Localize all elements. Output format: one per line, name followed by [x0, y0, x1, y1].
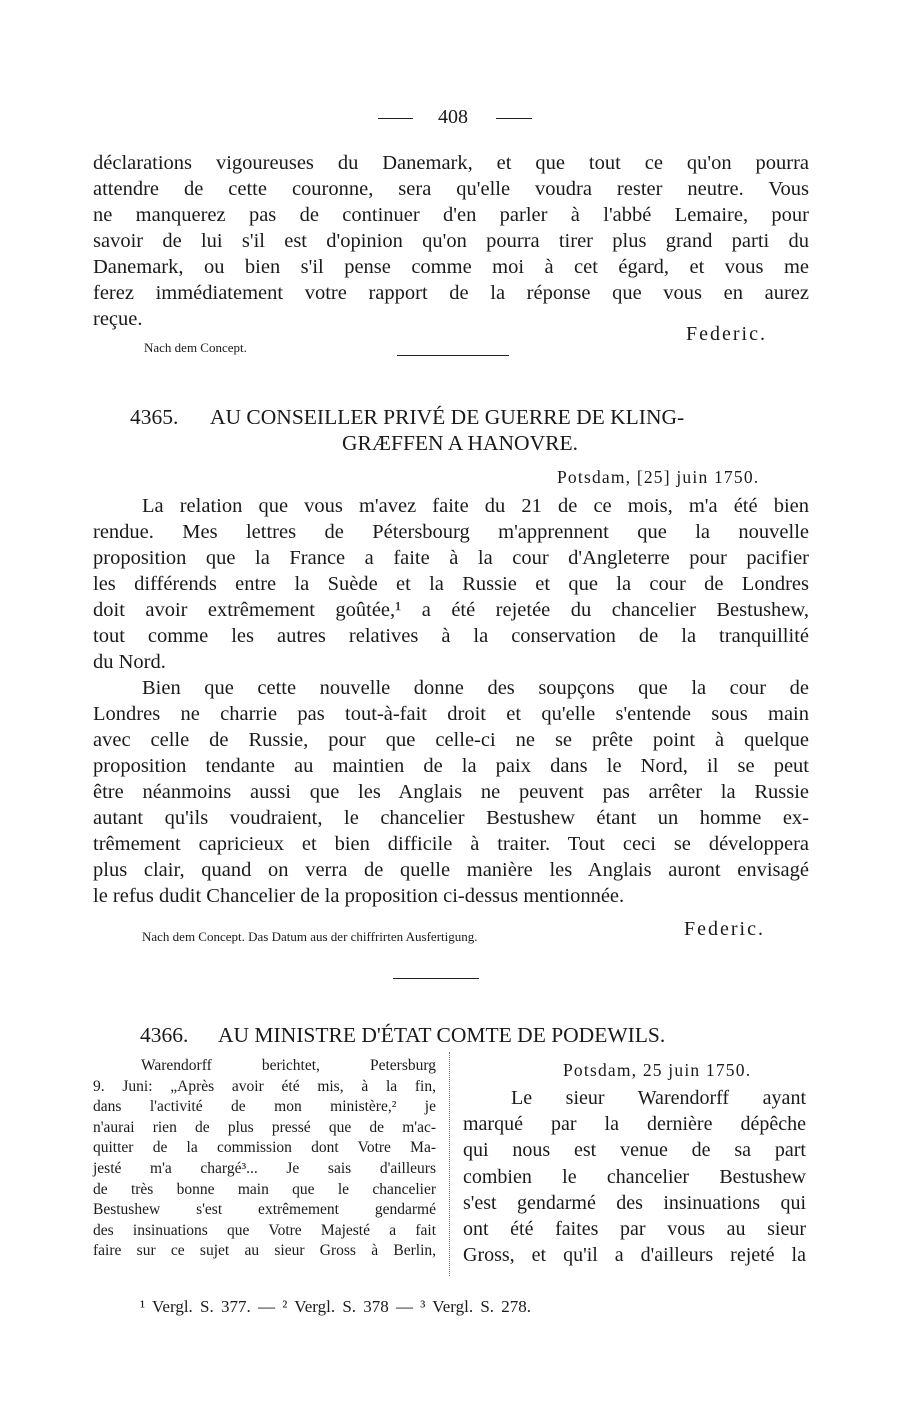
- text-line: tout comme les autres relatives à la conservation de la tranquillité: [93, 625, 809, 647]
- text-line: s'est gendarmé des insinuations qui: [463, 1191, 806, 1214]
- text-line: avec celle de Russie, pour que celle-ci ne se prête point à quelque: [93, 729, 809, 751]
- text-line: marqué par la dernière dépêche: [463, 1113, 806, 1136]
- header-rule-left: [378, 118, 413, 119]
- column-divider: [449, 1052, 450, 1276]
- letter-number: 4366.: [140, 1023, 189, 1047]
- text-line: être néanmoins aussi que les Anglais ne peuvent pas arrêter la Russie: [93, 781, 809, 803]
- summary-line: faire sur ce sujet au sieur Gross à Berlin,: [93, 1242, 436, 1260]
- text-line: proposition tendante au maintien de la paix dans le Nord, il se peut: [93, 755, 809, 777]
- text-line: Bien que cette nouvelle donne des soupçons que la cour de: [142, 677, 809, 699]
- source-note: Nach dem Concept. Das Datum aus der chiffrirten Ausfertigung.: [142, 929, 478, 944]
- text-line: savoir de lui s'il est d'opinion qu'on pourra tirer plus grand parti du: [93, 230, 809, 252]
- summary-line: quitter de la commission dont Votre Ma-: [93, 1139, 436, 1157]
- text-line: trêmement capricieux et bien difficile à traiter. Tout ceci se développera: [93, 833, 809, 855]
- text-line: combien le chancelier Bestushew: [463, 1165, 806, 1188]
- summary-line: n'aurai rien de plus pressé que de m'ac-: [93, 1118, 436, 1136]
- summary-line: des insinuations que Votre Majesté a fait: [93, 1221, 436, 1239]
- letter-number: 4365.: [130, 405, 179, 429]
- summary-line: jesté m'a chargé³... Je sais d'ailleurs: [93, 1160, 436, 1177]
- section-divider: [397, 355, 509, 356]
- text-line: Le sieur Warendorff ayant: [511, 1087, 806, 1109]
- page-number: 408: [438, 106, 468, 128]
- text-line: rendue. Mes lettres de Pétersbourg m'apprennent que la nouvelle: [93, 521, 809, 543]
- dateline: Potsdam, [25] juin 1750.: [557, 467, 760, 487]
- text-line: Gross, et qu'il a d'ailleurs rejeté la: [463, 1244, 806, 1267]
- header-rule-right: [496, 118, 532, 119]
- text-line: ferez immédiatement votre rapport de la réponse que vous en aurez: [93, 282, 809, 304]
- text-line: doit avoir extrêmement goûtée,¹ a été rejetée du chancelier Bestushew,: [93, 599, 809, 621]
- summary-column: [93, 1056, 436, 1276]
- signature: Federic.: [684, 918, 765, 940]
- source-note: Nach dem Concept.: [144, 340, 247, 355]
- text-line: reçue.: [93, 308, 143, 330]
- summary-line: Bestushew s'est extrêmement gendarmé: [93, 1201, 436, 1219]
- dateline: Potsdam, 25 juin 1750.: [563, 1060, 752, 1080]
- summary-line: de très bonne main que le chancelier: [93, 1180, 436, 1198]
- summary-line: dans l'activité de mon ministère,² je: [93, 1098, 436, 1116]
- signature: Federic.: [686, 323, 767, 345]
- footnotes: ¹ Vergl. S. 377. — ² Vergl. S. 378 — ³ Vergl. S. 278.: [140, 1297, 532, 1316]
- letter-title: AU CONSEILLER PRIVÉ DE GUERRE DE KLING-: [210, 405, 685, 429]
- section-divider: [393, 978, 479, 979]
- letter-title-continued: GRÆFFEN A HANOVRE.: [342, 431, 578, 455]
- text-line: plus clair, quand on verra de quelle manière les Anglais auront envisagé: [93, 859, 809, 881]
- text-line: ont été faites par vous au sieur: [463, 1218, 806, 1240]
- summary-line: Warendorff berichtet, Petersburg: [141, 1057, 436, 1074]
- text-line: du Nord.: [93, 651, 166, 673]
- text-line: le refus dudit Chancelier de la proposition ci-dessus mentionnée.: [93, 885, 625, 907]
- text-line: qui nous est venue de sa part: [463, 1139, 806, 1162]
- text-line: proposition que la France a faite à la cour d'Angleterre pour pacifier: [93, 547, 809, 569]
- text-line: La relation que vous m'avez faite du 21 de ce mois, m'a été bien: [142, 495, 809, 517]
- text-line: ne manquerez pas de continuer d'en parler à l'abbé Lemaire, pour: [93, 204, 809, 226]
- summary-line: 9. Juni: „Après avoir été mis, à la fin,: [93, 1077, 436, 1095]
- letter-body: [463, 1085, 806, 1275]
- text-line: autant qu'ils voudraient, le chancelier Bestushew étant un homme ex-: [93, 807, 809, 829]
- text-line: les différends entre la Suède et la Russie et que la cour de Londres: [93, 573, 809, 595]
- text-line: déclarations vigoureuses du Danemark, et que tout ce qu'on pourra: [93, 152, 809, 174]
- letter-title: AU MINISTRE D'ÉTAT COMTE DE PODEWILS.: [218, 1023, 666, 1047]
- text-line: Danemark, ou bien s'il pense comme moi à cet égard, et vous me: [93, 256, 809, 278]
- text-line: attendre de cette couronne, sera qu'elle voudra rester neutre. Vous: [93, 178, 809, 200]
- text-line: Londres ne charrie pas tout-à-fait droit et qu'elle s'entende sous main: [93, 703, 809, 725]
